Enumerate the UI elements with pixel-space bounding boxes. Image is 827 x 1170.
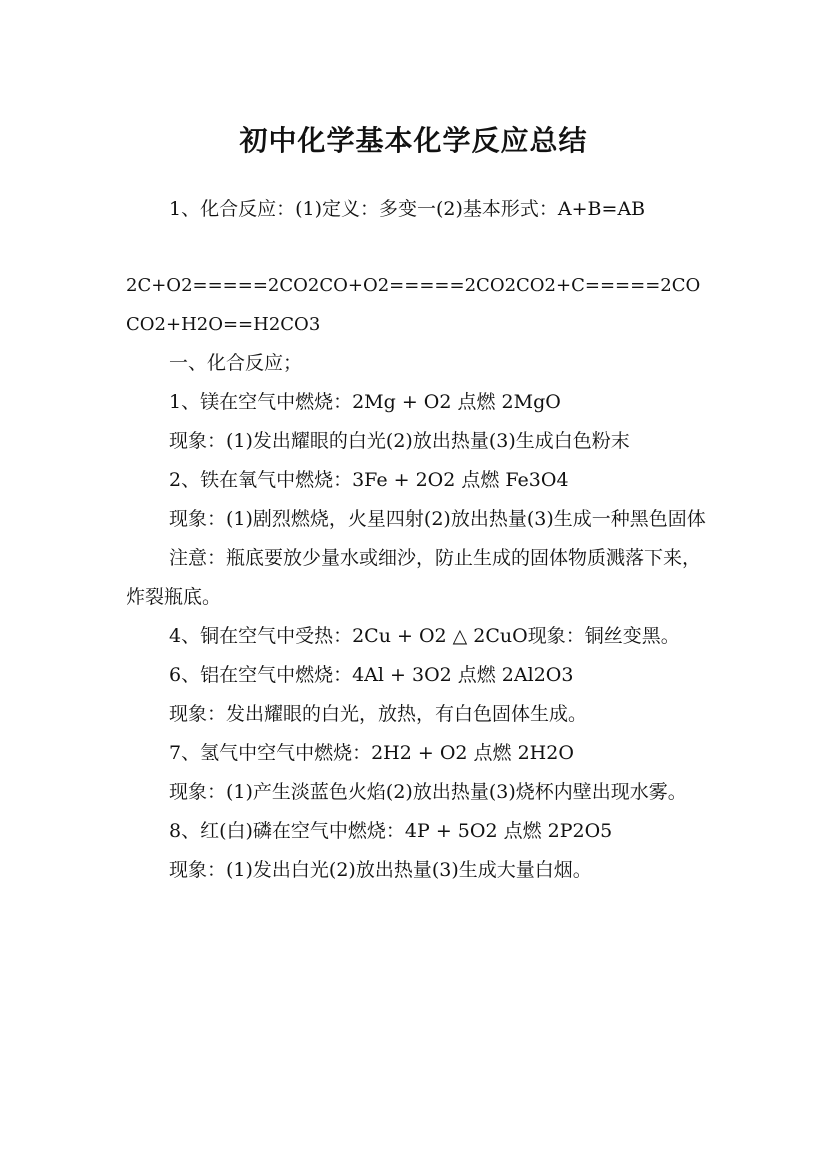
paragraph-hydrogen-reaction: 7、氢气中空气中燃烧：2H2 + O2 点燃 2H2O [169, 742, 574, 764]
paragraph-iron-reaction: 2、铁在氧气中燃烧：3Fe + 2O2 点燃 Fe3O4 [169, 469, 569, 491]
paragraph-aluminum-phenomenon: 现象：发出耀眼的白光，放热，有白色固体生成。 [169, 703, 588, 725]
paragraph-aluminum-reaction: 6、铝在空气中燃烧：4Al + 3O2 点燃 2Al2O3 [169, 664, 574, 686]
paragraph-iron-note: 注意：瓶底要放少量水或细沙，防止生成的固体物质溅落下来，炸裂瓶底。 [126, 547, 702, 608]
paragraph-magnesium-reaction: 1、镁在空气中燃烧：2Mg + O2 点燃 2MgO [169, 391, 561, 413]
paragraph-section-heading: 一、化合反应； [169, 352, 303, 374]
document-title: 初中化学基本化学反应总结 [239, 123, 588, 157]
paragraph-combination-definition: 1、化合反应：(1)定义：多变一(2)基本形式：A+B=AB [169, 198, 646, 220]
paragraph-equations: 2C+O2=====2CO2CO+O2=====2CO2CO2+C=====2COCO2+H2O==H2CO3 [126, 275, 701, 335]
paragraph-copper-reaction: 4、铜在空气中受热：2Cu + O2 △ 2CuO现象：铜丝变黑。 [169, 625, 680, 647]
paragraph-iron-phenomenon: 现象：(1)剧烈燃烧，火星四射(2)放出热量(3)生成一种黑色固体 [169, 508, 706, 530]
paragraph-hydrogen-phenomenon: 现象：(1)产生淡蓝色火焰(2)放出热量(3)烧杯内壁出现水雾。 [169, 781, 687, 803]
document-body [126, 190, 706, 890]
paragraph-phosphorus-reaction: 8、红(白)磷在空气中燃烧：4P + 5O2 点燃 2P2O5 [169, 820, 613, 842]
paragraph-phosphorus-phenomenon: 现象：(1)发出白光(2)放出热量(3)生成大量白烟。 [169, 859, 592, 881]
paragraph-magnesium-phenomenon: 现象：(1)发出耀眼的白光(2)放出热量(3)生成白色粉末 [169, 430, 630, 452]
